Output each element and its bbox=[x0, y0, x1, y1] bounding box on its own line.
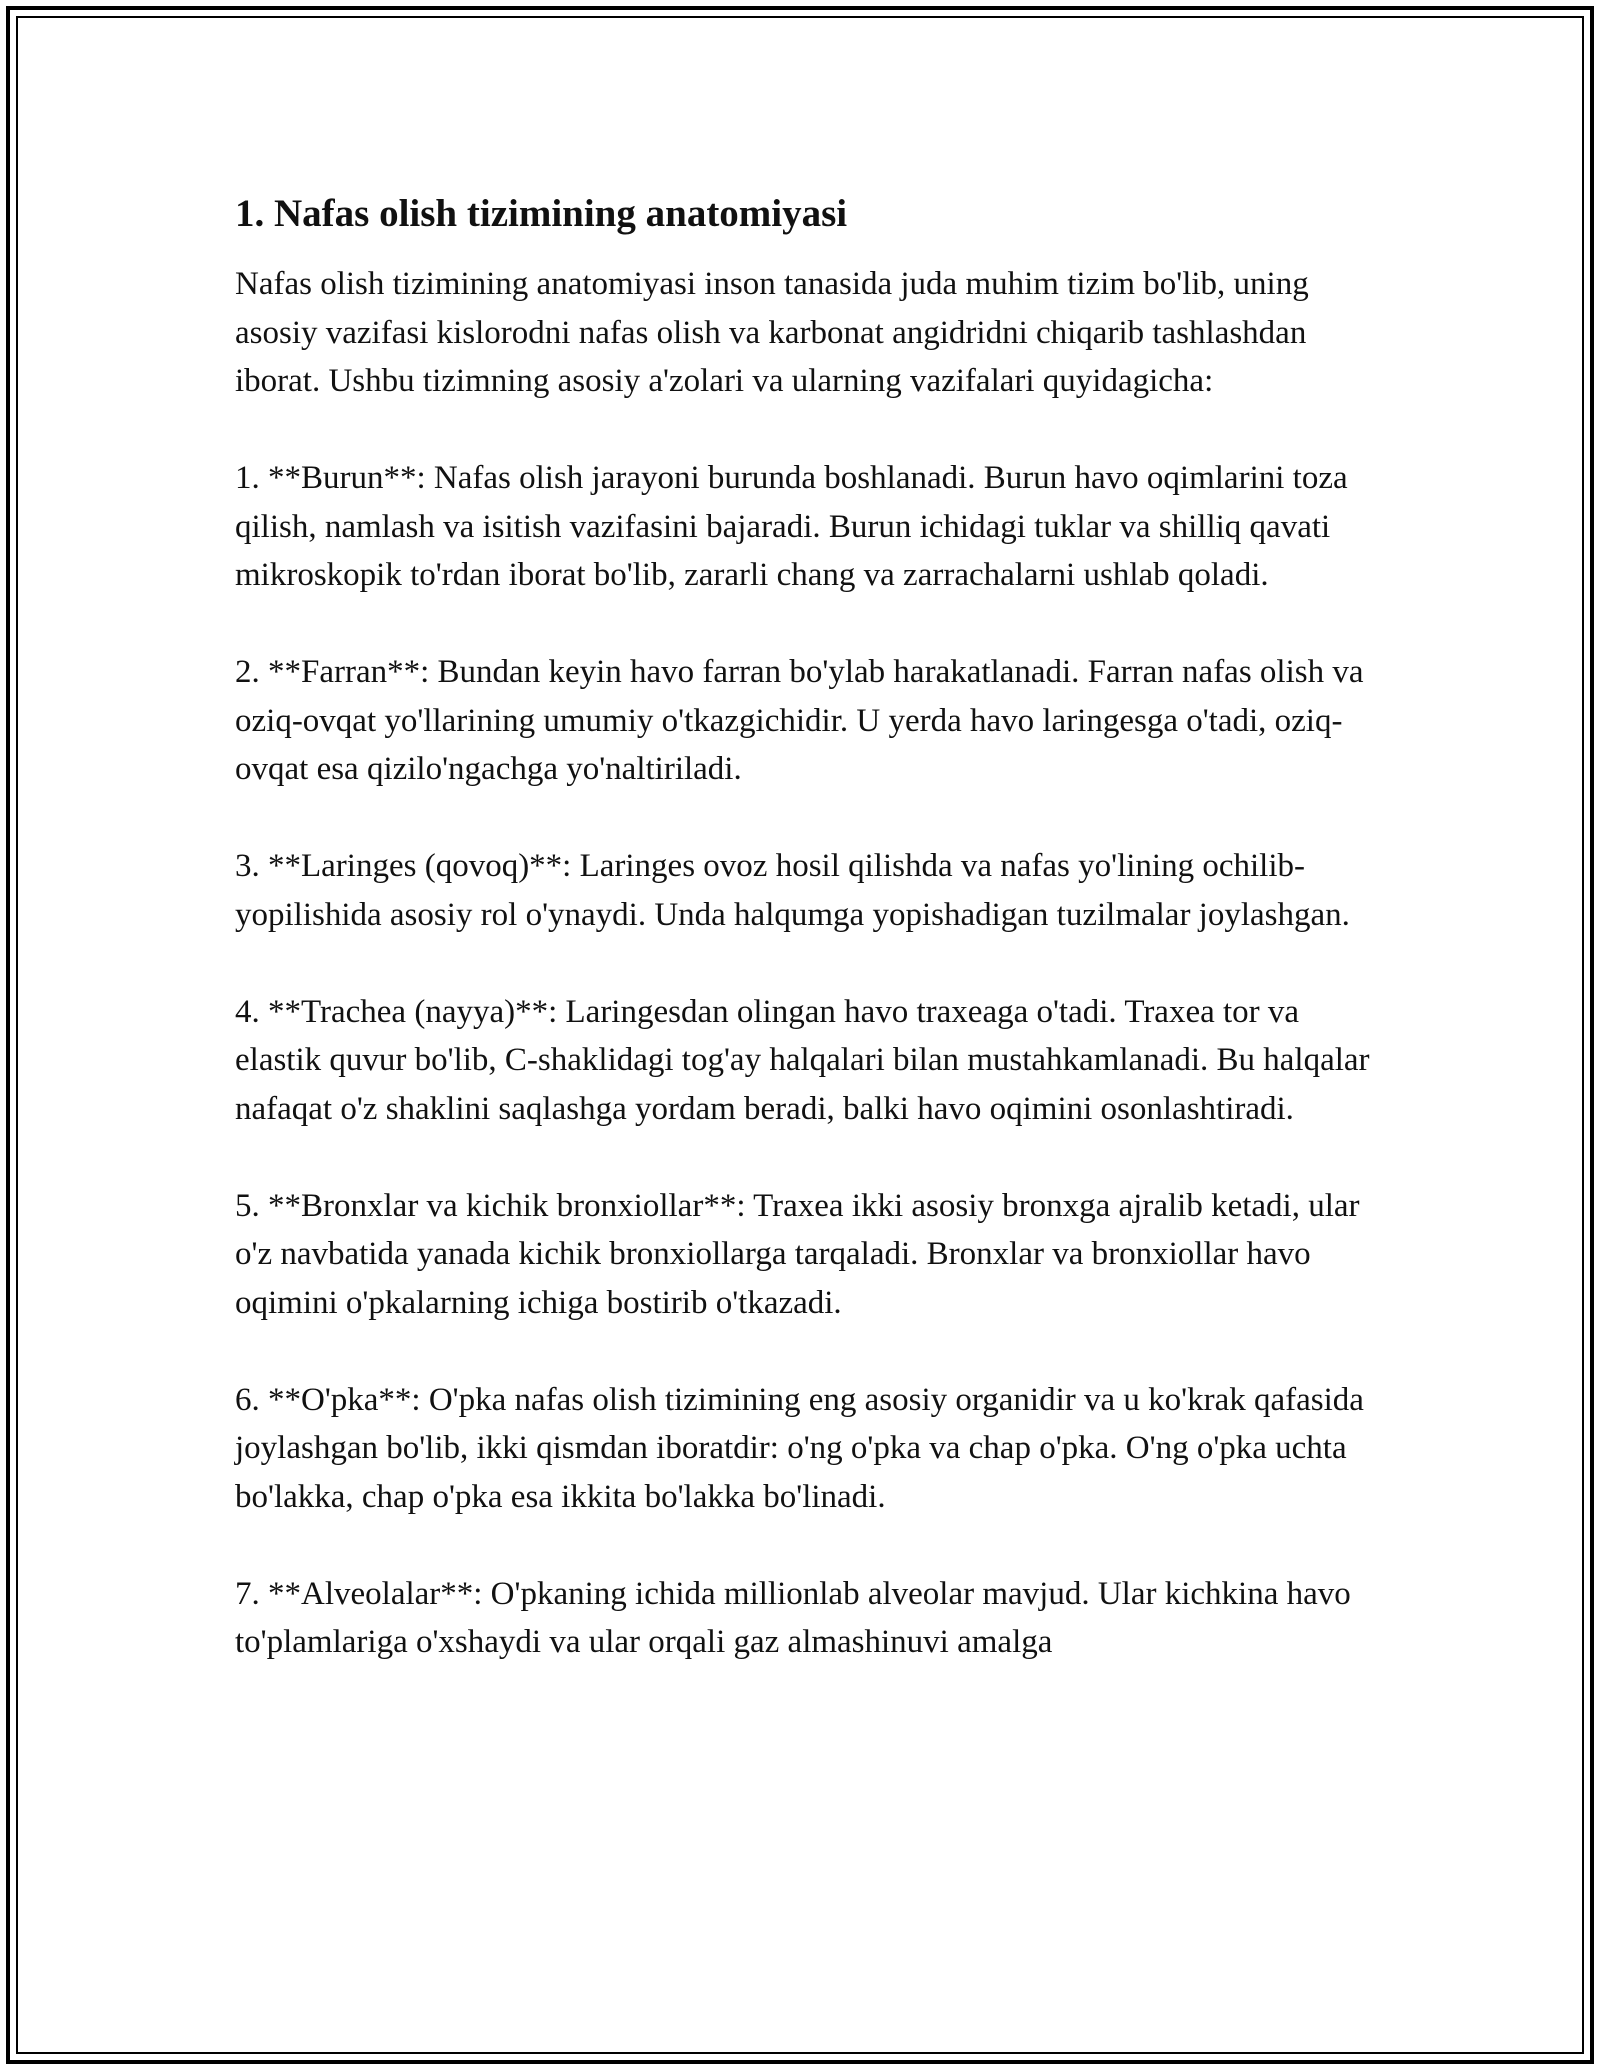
list-item-opka: 6. **O'pka**: O'pka nafas olish tizimining eng asosiy organidir va u ko'krak qafasida joylashgan bo'lib, ikki qismdan iboratdir: o'ng o'pka va chap o'pka. O'ng o'pka uchta bo'lakka, chap o'pka esa ikkita bo'lakka bo'linadi. bbox=[235, 1381, 1364, 1515]
list-item-trachea: 4. **Trachea (nayya)**: Laringesdan olingan havo traxeaga o'tadi. Traxea tor va elastik quvur bo'lib, C-shaklidagi tog'ay halqalari bilan mustahkamlanadi. Bu halqalar nafaqat o'z shaklini saqlashga yordam beradi, balki havo oqimini osonlashtiradi. bbox=[235, 993, 1370, 1127]
intro-paragraph: Nafas olish tizimining anatomiyasi inson tanasida juda muhim tizim bo'lib, uning asosiy vazifasi kislorodni nafas olish va karbonat angidridni chiqarib tashlashdan iborat. Ushbu tizimning asosiy a'zolari va ularning vazifalari quyidagicha: bbox=[235, 266, 1309, 399]
list-item-farran: 2. **Farran**: Bundan keyin havo farran bo'ylab harakatlanadi. Farran nafas olish va oziq-ovqat yo'llarining umumiy o'tkazgichidir. U yerda havo laringesga o'tadi, oziq-ovqat esa qizilo'ngachga yo'naltiriladi. bbox=[235, 654, 1364, 787]
document-body bbox=[235, 190, 1375, 1715]
list-item-alveolalar: 7. **Alveolalar**: O'pkaning ichida millionlab alveolar mavjud. Ular kichkina havo to'plamlariga o'xshaydi va ular orqali gaz almashinuvi amalga bbox=[235, 1575, 1351, 1660]
list-item-laringes: 3. **Laringes (qovoq)**: Laringes ovoz hosil qilishda va nafas yo'lining ochilib-yopilishida asosiy rol o'ynaydi. Unda halqumga yopishadigan tuzilmalar joylashgan. bbox=[235, 848, 1350, 933]
list-item-burun: 1. **Burun**: Nafas olish jarayoni burunda boshlanadi. Burun havo oqimlarini toza qilish, namlash va isitish vazifasini bajaradi. Burun ichidagi tuklar va shilliq qavati mikroskopik to'rdan iborat bo'lib, zararli chang va zarrachalarni ushlab qoladi. bbox=[235, 460, 1348, 593]
document-title: 1. Nafas olish tizimining anatomiyasi bbox=[235, 192, 848, 235]
list-item-bronxlar: 5. **Bronxlar va kichik bronxiollar**: Traxea ikki asosiy bronxga ajralib ketadi, ular o'z navbatida yanada kichik bronxiollarga tarqaladi. Bronxlar va bronxiollar havo oqimini o'pkalarning ichiga bostirib o'tkazadi. bbox=[235, 1187, 1360, 1321]
